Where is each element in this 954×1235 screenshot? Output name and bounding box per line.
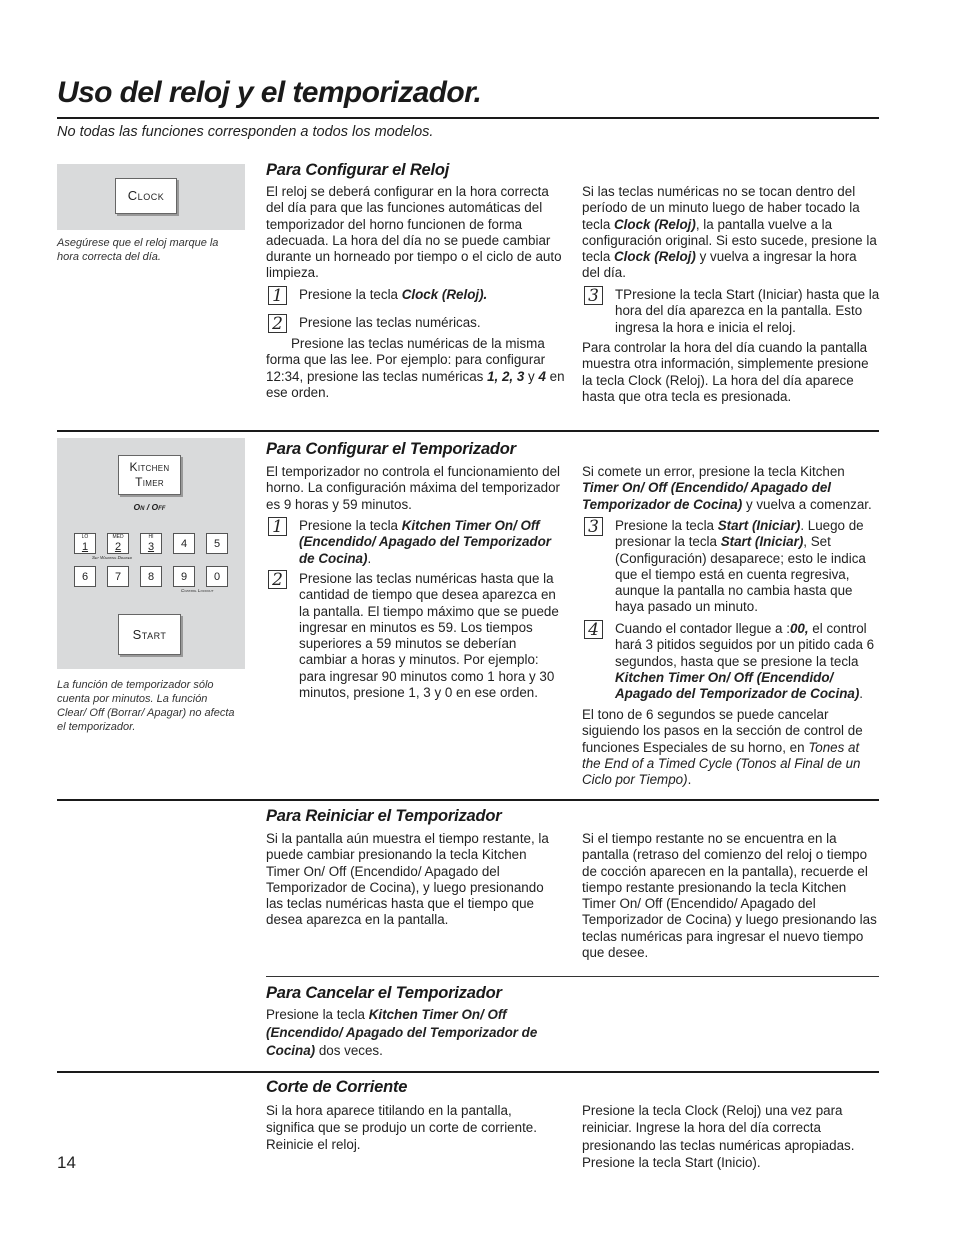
timer-step-4-text [615, 621, 880, 702]
clock-right-p1-d: Clock (Reloj) [614, 249, 696, 265]
cancel-text [266, 1006, 556, 1060]
timer-step-3-text [615, 518, 880, 616]
divider-4 [57, 1071, 879, 1073]
clock-key-label: Clock [127, 188, 165, 203]
key-5-label: 5 [213, 538, 221, 550]
keypad-key-2[interactable] [107, 533, 129, 554]
keypad-key-1[interactable] [74, 533, 96, 554]
start-key[interactable] [118, 614, 181, 655]
clock-step-2 [268, 315, 568, 333]
keypad-key-7[interactable] [107, 566, 129, 587]
timer-step-1 [268, 518, 566, 567]
timer-step-2 [268, 571, 566, 701]
clock-right-p1-a: Si las teclas numéricas no se tocan dentro del período de un minuto luego de haber tocado la tecla [582, 184, 860, 232]
timer-step-1-bold: Kitchen Timer On/ Off (Encendido/ Apagado del Temporizador de Cocina) [299, 518, 551, 566]
timer-heading: Para Configurar el Temporizador [266, 440, 516, 458]
timer-panel [57, 438, 245, 669]
kitchen-timer-line1: Kitchen [129, 460, 170, 474]
timer-right-p2-b: Tones at the End of a Timed Cycle (Tonos al Final de un Ciclo por Tiempo) [582, 739, 861, 788]
timer-right-p1-c: y vuelva a comenzar. [742, 496, 872, 512]
timer-step-4-c: el control hará 3 pitidos seguidos por un pitido cada 6 segundos, hasta que se presione la tecla [615, 621, 875, 669]
timer-step-2-text: Presione las teclas numéricas hasta que la cantidad de tiempo que desea aparezca en la pantalla. El tiempo máximo que se puede ingresar en minutos es 59. Los tiempos superiores a 59 minutos se deberían cambiar a horas y minutos. Por ejemplo: para ingresar 90 minutos como 1 hora y 30 minutos, presione 1, 3 y 0 en ese orden. [299, 571, 559, 701]
clock-step-3 [584, 287, 880, 336]
kitchen-timer-line2: Timer [135, 475, 164, 489]
key-3-label: 3 [147, 541, 155, 553]
clock-step-2-key4: 4 [538, 368, 546, 384]
timer-step-3-d: Start (Iniciar) [720, 534, 804, 550]
clock-step-2-post: en ese orden. [266, 368, 565, 400]
clock-step-2-y: y [524, 368, 539, 384]
timer-caption: La función de temporizador sólo cuenta por minutos. La función Clear/ Off (Borrar/ Apagar) no afecta el temporizador. [57, 679, 235, 733]
step-number-icon: 2 [268, 570, 287, 589]
timer-step-4-a: Cuando el contador llegue a : [615, 621, 790, 636]
clock-step-2-detail [266, 336, 566, 401]
power-left: Si la hora aparece titilando en la pantalla, significa que se produjo un corte de corriente. Reinicie el reloj. [266, 1103, 537, 1152]
timer-right-p1 [582, 464, 880, 513]
keypad-key-3[interactable] [140, 533, 162, 554]
key-1-top: LO [81, 534, 89, 540]
cancel-text-pre: Presione la tecla [266, 1007, 369, 1022]
on-off-label: On / Off [133, 502, 166, 512]
key-7-label: 7 [114, 571, 122, 583]
key-1-label: 1 [81, 541, 89, 553]
kitchen-timer-key[interactable] [118, 455, 181, 495]
clock-right-p2: Para controlar la hora del día cuando la pantalla muestra otra información, simplemente presione la tecla Clock (Reloj). La hora del día aparece hasta que otra tecla es presionada. [582, 340, 869, 404]
cancel-text-post: dos veces. [315, 1043, 383, 1058]
reset-right: Si el tiempo restante no se encuentra en la pantalla (retraso del comienzo del reloj o tiempo de cocción aparecen en la pantalla), recuerde el tiempo restante presionando la tecla Kitchen Timer On/ Off (Encendido/ Apagado del Temporizador de Cocina) y luego presionando las teclas numéricas para ingresar el nuevo tiempo que desee. [582, 831, 877, 961]
page-number: 14 [57, 1153, 76, 1172]
key-3-top: HI [148, 534, 154, 540]
page-subtitle: No todas las funciones corresponden a todos los modelos. [57, 124, 434, 140]
timer-step-3-e: , Set (Configuración) desaparece; esto le indica que el tiempo está en cuenta regresiva, aunque la pantalla no cambia hasta que haya pasado un minuto. [615, 534, 866, 615]
clock-step-2-detail-pre: Presione las teclas numéricas de la misma forma que las lee. Por ejemplo: para configurar 12:34, presione las teclas numéricas [266, 336, 546, 384]
reset-left: Si la pantalla aún muestra el tiempo restante, la puede cambiar presionando la tecla Kitchen Timer On/ Off (Encendido/ Apagado del Temporizador de Cocina), y luego presionando las teclas numéricas hasta que el tiempo que desea aparezca en la pantalla. [266, 831, 549, 928]
title-rule [57, 117, 879, 119]
keypad-key-5[interactable] [206, 533, 228, 554]
clock-right-p1-c: , la pantalla vuelve a la configuración original. Si esto sucede, presione la tecla [582, 216, 877, 265]
cancel-heading: Para Cancelar el Temporizador [266, 984, 502, 1002]
keypad-key-4[interactable] [173, 533, 195, 554]
clock-right-p1-b: Clock (Reloj) [614, 216, 696, 232]
timer-step-3-c: . Luego de presionar la tecla [615, 518, 864, 550]
clock-key[interactable] [115, 178, 177, 214]
timer-step-4 [584, 621, 880, 702]
timer-right-p2-c: . [687, 772, 692, 788]
clock-panel [57, 164, 245, 230]
step-number-icon: 3 [584, 517, 603, 536]
timer-step-4-b: 00, [789, 621, 809, 636]
key-2-label: 2 [114, 541, 122, 553]
clock-heading: Para Configurar el Reloj [266, 161, 450, 179]
reset-heading: Para Reiniciar el Temporizador [266, 807, 502, 825]
cancel-text-bold: Kitchen Timer On/ Off (Encendido/ Apagado del Temporizador de Cocina) [266, 1007, 538, 1058]
timer-right-p1-a: Si comete un error, presione la tecla Kitchen [582, 464, 845, 479]
timer-step-1-pre: Presione la tecla [299, 518, 402, 533]
control-lockout-label: Control Lockout [181, 588, 214, 593]
divider-2 [57, 799, 879, 801]
key-2-top: MED [112, 534, 124, 540]
divider-1 [57, 430, 879, 432]
clock-step-2-text: Presione las teclas numéricas. [299, 315, 481, 330]
keypad-key-9[interactable] [173, 566, 195, 587]
clock-right-p1-e: y vuelva a ingresar la hora del día. [582, 249, 857, 281]
key-4-label: 4 [180, 538, 188, 550]
power-right: Presione la tecla Clock (Reloj) una vez para reiniciar. Ingrese la hora del día correcta presionando las teclas numéricas apropiadas. Presione la tecla Start (Inicio). [582, 1103, 855, 1170]
timer-step-3-b: Start (Iniciar) [717, 518, 801, 533]
clock-step-1-text [299, 287, 487, 303]
key-0-label: 0 [213, 571, 221, 583]
set-warming-drawer-label: Set Warming Drawer [92, 555, 132, 560]
timer-intro: El temporizador no controla el funcionamiento del horno. La configuración máxima del temporizador es 9 horas y 59 minutos. [266, 464, 561, 512]
clock-step-1 [268, 287, 568, 305]
clock-step-1-pre: Presione la tecla [299, 287, 402, 302]
clock-step-2-keys: 1, 2, 3 [487, 368, 525, 384]
clock-step-3-text: TPresione la tecla Start (Iniciar) hasta que la hora del día aparezca en la pantalla. Esto ingresa la hora e inicia el reloj. [615, 287, 880, 335]
step-number-icon: 1 [268, 517, 287, 536]
clock-step-1-bold: Clock (Reloj). [401, 287, 488, 302]
timer-step-4-d: Kitchen Timer On/ Off (Encendido/ Apagado del Temporizador de Cocina) [615, 669, 860, 702]
clock-caption: Asegúrese que el reloj marque la hora correcta del día. [57, 237, 219, 263]
step-number-icon: 4 [584, 620, 603, 639]
step-number-icon: 2 [268, 314, 287, 333]
timer-step-3-a: Presione la tecla [615, 518, 718, 533]
keypad-key-0[interactable] [206, 566, 228, 587]
keypad-key-8[interactable] [140, 566, 162, 587]
keypad-key-6[interactable] [74, 566, 96, 587]
timer-right-p2-a: El tono de 6 segundos se puede cancelar siguiendo los pasos en la sección de control de funciones Especiales de su horno, en [582, 707, 863, 755]
start-key-label: Start [132, 627, 167, 642]
key-6-label: 6 [81, 571, 89, 583]
timer-step-4-e: . [859, 686, 864, 702]
timer-right-p1-b: Timer On/ Off (Encendido/ Apagado del Temporizador de Cocina) [582, 480, 831, 512]
power-heading: Corte de Corriente [266, 1078, 408, 1096]
divider-3 [266, 976, 879, 977]
clock-right-p1 [582, 184, 878, 282]
timer-step-1-text [299, 518, 566, 567]
timer-step-1-post: . [367, 550, 372, 566]
key-9-label: 9 [180, 571, 188, 583]
page-title: Uso del reloj y el temporizador. [57, 76, 482, 109]
step-number-icon: 1 [268, 286, 287, 305]
key-8-label: 8 [147, 571, 155, 583]
timer-step-3 [584, 518, 880, 616]
step-number-icon: 3 [584, 286, 603, 305]
timer-right-p2 [582, 707, 880, 788]
clock-intro: El reloj se deberá configurar en la hora correcta del día para que las funciones automáticas del temporizador del horno funcionen de forma adecuada. La hora del día no se puede cambiar durante un horneado por tiempo o el ciclo de auto limpieza. [266, 184, 562, 281]
